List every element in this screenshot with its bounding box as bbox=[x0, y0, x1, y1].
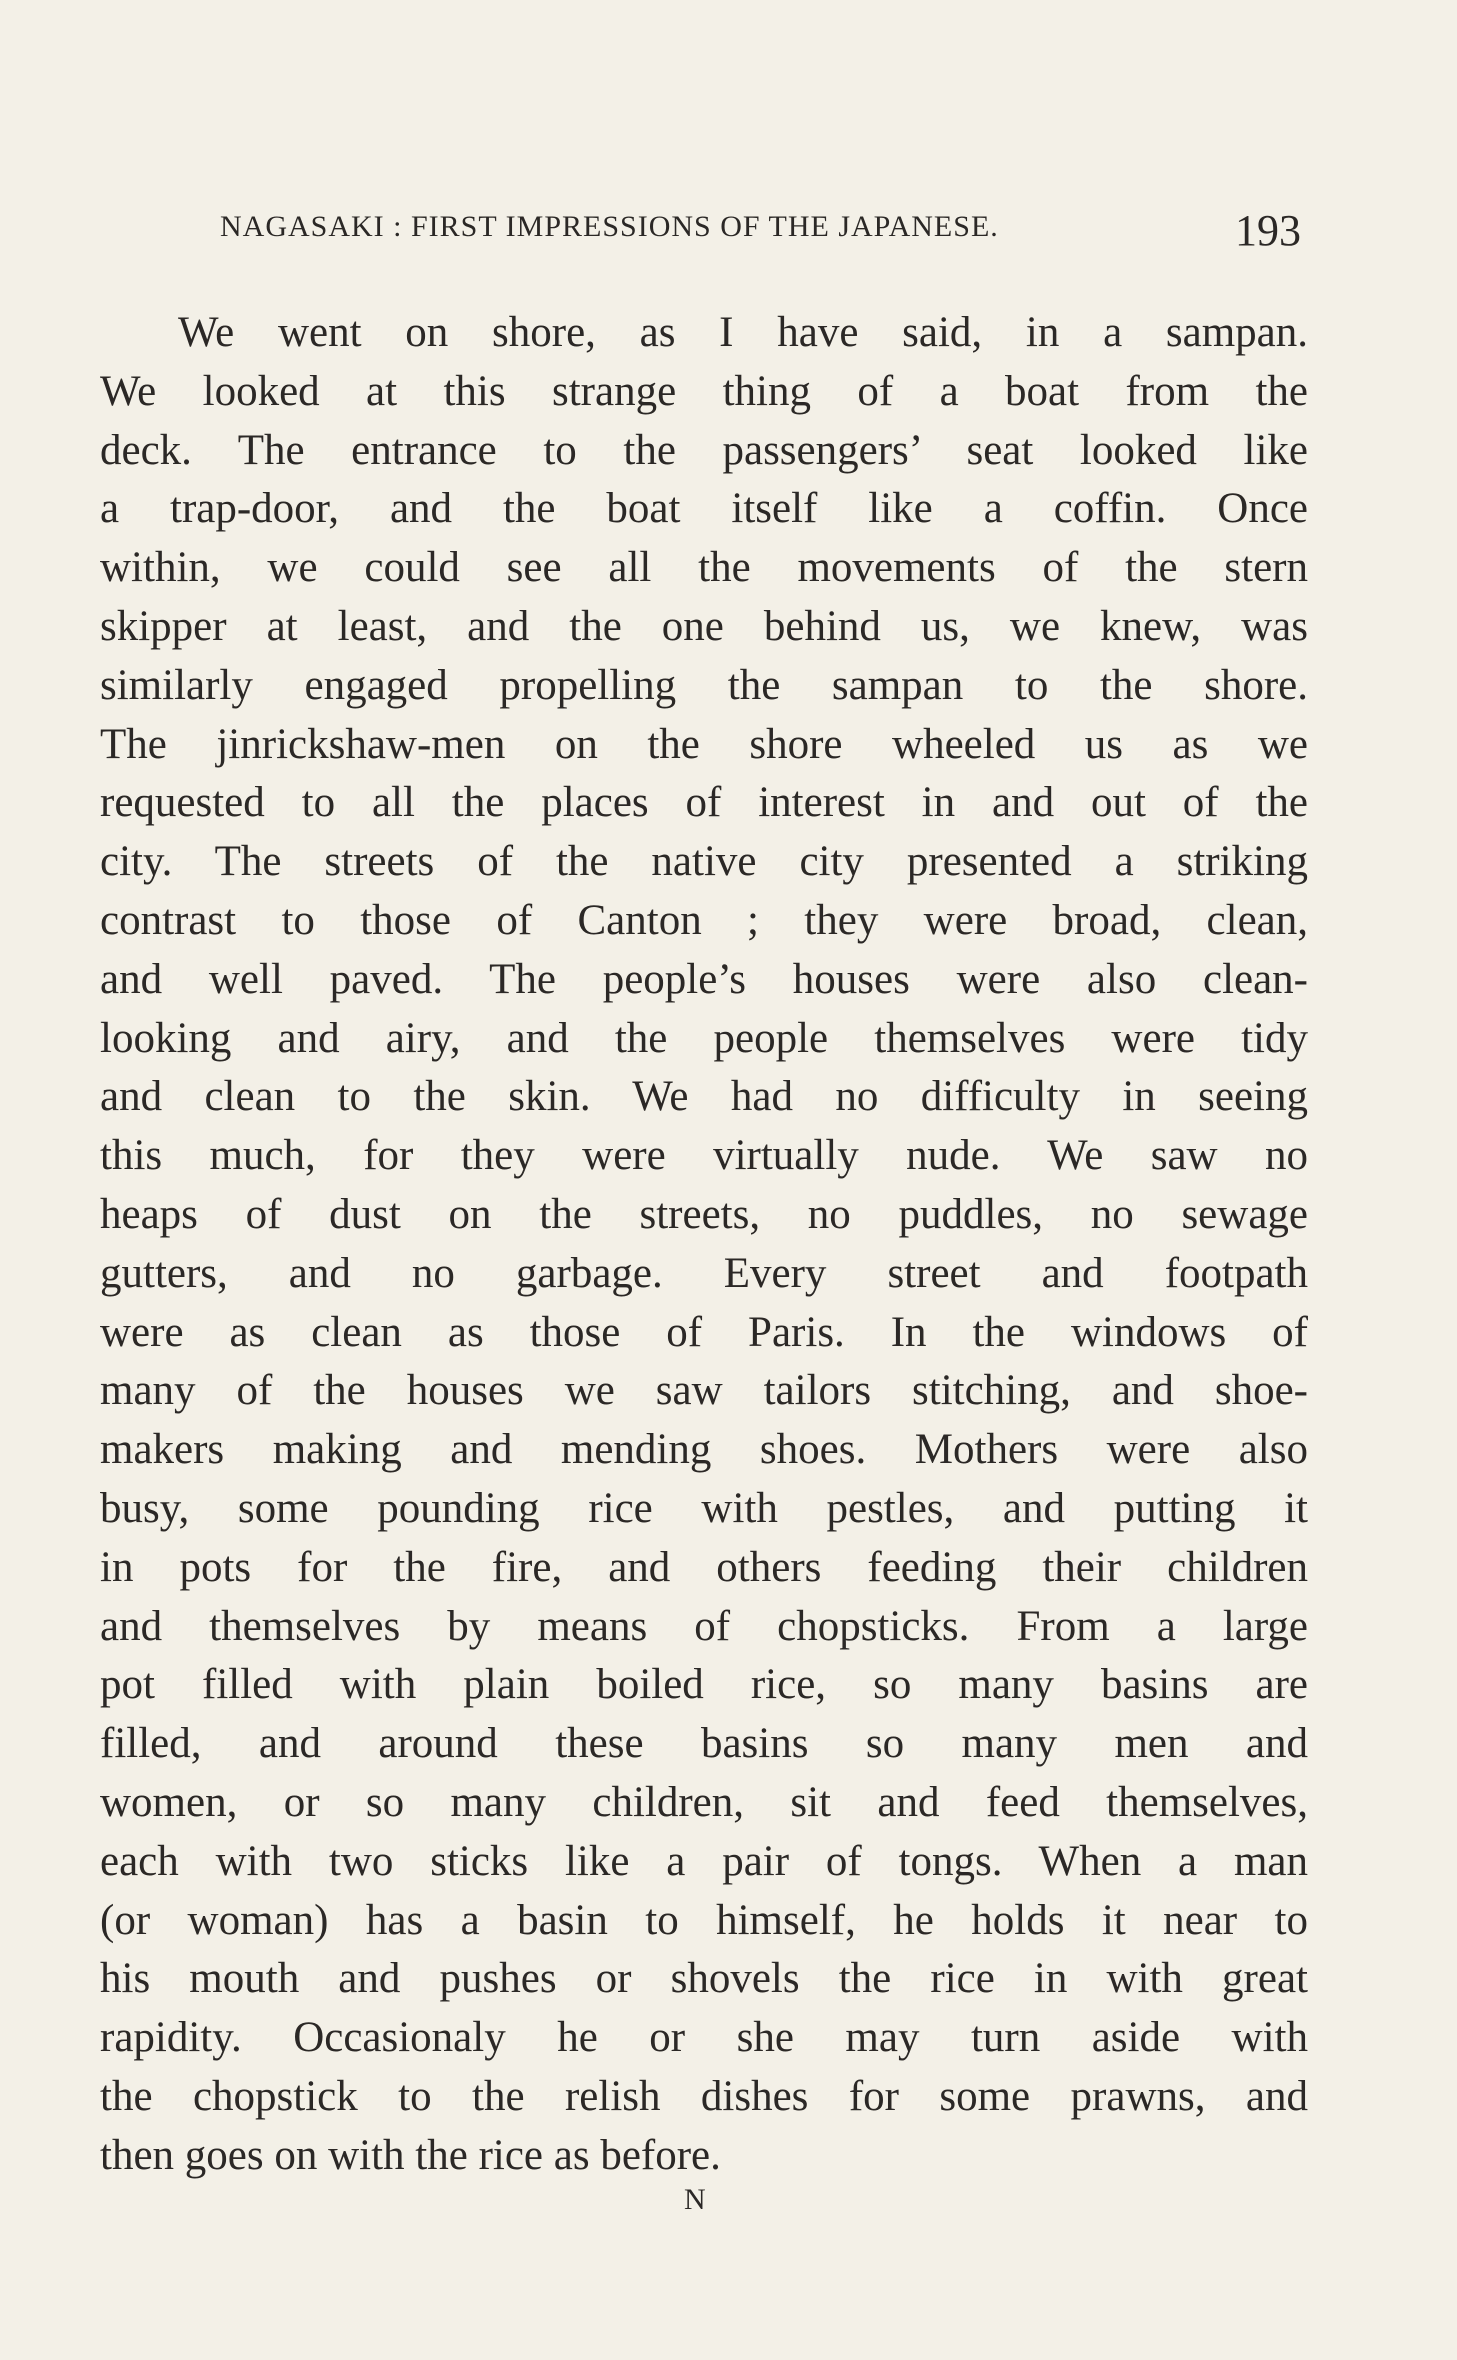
text-line: within, we could see all the movements of the stern bbox=[100, 544, 1308, 592]
text-line: then goes on with the rice as before. bbox=[100, 2131, 721, 2179]
text-line: city. The streets of the native city presented a striking bbox=[100, 838, 1308, 886]
text-line: heaps of dust on the streets, no puddles, no sewage bbox=[100, 1190, 1308, 1238]
signature-mark: N bbox=[684, 2183, 706, 2216]
text-line: requested to all the places of interest in and out of the bbox=[100, 779, 1308, 827]
text-line: and well paved. The people’s houses were also clean- bbox=[100, 955, 1308, 1003]
text-line: and clean to the skin. We had no difficulty in seeing bbox=[100, 1073, 1308, 1121]
text-line: gutters, and no garbage. Every street and footpath bbox=[100, 1249, 1308, 1297]
text-line: each with two sticks like a pair of tongs. When a man bbox=[100, 1837, 1308, 1885]
text-line: and themselves by means of chopsticks. From a large bbox=[100, 1602, 1308, 1650]
text-line: in pots for the fire, and others feeding their children bbox=[100, 1543, 1308, 1591]
text-line: filled, and around these basins so many men and bbox=[100, 1720, 1308, 1768]
text-line: We looked at this strange thing of a boat from the bbox=[100, 367, 1308, 415]
text-line: (or woman) has a basin to himself, he holds it near to bbox=[100, 1896, 1308, 1944]
page-number: 193 bbox=[1235, 206, 1301, 255]
text-line: similarly engaged propelling the sampan to the shore. bbox=[100, 661, 1308, 709]
text-line: looking and airy, and the people themselves were tidy bbox=[100, 1014, 1308, 1062]
text-line: were as clean as those of Paris. In the windows of bbox=[100, 1308, 1308, 1356]
running-head: NAGASAKI : FIRST IMPRESSIONS OF THE JAPANESE. bbox=[220, 210, 999, 243]
text-line: The jinrickshaw-men on the shore wheeled us as we bbox=[100, 720, 1308, 768]
text-line: the chopstick to the relish dishes for some prawns, and bbox=[100, 2072, 1308, 2120]
text-line: We went on shore, as I have said, in a sampan. bbox=[178, 309, 1308, 356]
body-text bbox=[100, 304, 1308, 2186]
text-line: women, or so many children, sit and feed themselves, bbox=[100, 1778, 1308, 1826]
text-line: his mouth and pushes or shovels the rice in with great bbox=[100, 1955, 1308, 2003]
text-line: this much, for they were virtually nude. We saw no bbox=[100, 1132, 1308, 1180]
text-line: contrast to those of Canton ; they were broad, clean, bbox=[100, 896, 1308, 944]
text-line: pot filled with plain boiled rice, so many basins are bbox=[100, 1661, 1308, 1709]
text-line: deck. The entrance to the passengers’ seat looked like bbox=[100, 426, 1308, 474]
text-line: busy, some pounding rice with pestles, and putting it bbox=[100, 1484, 1308, 1532]
text-line: a trap-door, and the boat itself like a coffin. Once bbox=[100, 485, 1308, 533]
text-line: many of the houses we saw tailors stitching, and shoe- bbox=[100, 1367, 1308, 1415]
text-line: skipper at least, and the one behind us, we knew, was bbox=[100, 602, 1308, 650]
text-line: makers making and mending shoes. Mothers were also bbox=[100, 1426, 1308, 1474]
text-line: rapidity. Occasionaly he or she may turn aside with bbox=[100, 2014, 1308, 2062]
